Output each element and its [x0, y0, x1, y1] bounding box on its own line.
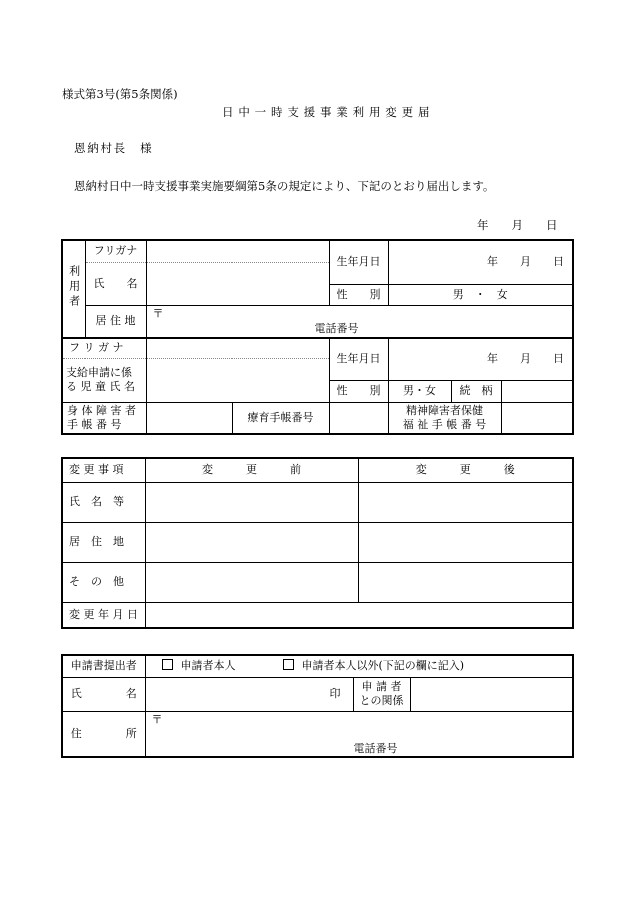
child-furigana-label: フ リ ガ ナ — [62, 338, 146, 358]
user-sex-label: 性 別 — [329, 284, 388, 305]
change-before-header: 変 更 前 — [145, 458, 358, 482]
option-self-label: 申請者本人 — [180, 659, 236, 673]
applicant-name-field[interactable] — [145, 677, 353, 711]
checkbox-self[interactable] — [162, 659, 173, 670]
user-info-table — [61, 239, 574, 435]
user-label-cell: 利用者 — [62, 240, 85, 338]
child-relation-label: 続 柄 — [451, 380, 501, 402]
relation-label: 申 請 者 との関係 — [353, 677, 410, 711]
change-other-before-field[interactable] — [145, 562, 358, 602]
applicant-phone-label: 電話番号 — [353, 741, 398, 755]
change-date-field[interactable] — [145, 602, 573, 628]
applicant-postal-mark: 〒 — [151, 712, 163, 726]
applicant-table — [61, 654, 574, 758]
ryoiku-book-field[interactable] — [329, 402, 388, 434]
user-furigana-field[interactable] — [146, 240, 329, 262]
change-date-label: 変 更 年 月 日 — [62, 602, 145, 628]
user-name-label: 氏 名 — [85, 262, 146, 305]
form-number: 様式第3号(第5条関係) — [62, 87, 178, 101]
mental-book-label: 精神障害者保健 福 祉 手 帳 番 号 — [388, 402, 501, 434]
child-birthdate-field[interactable]: 年 月 日 — [388, 338, 573, 380]
mental-book-field[interactable] — [501, 402, 573, 434]
relation-field[interactable] — [410, 677, 573, 711]
form-title: 日中一時支援事業利用変更届 — [222, 105, 435, 119]
child-name-field[interactable] — [146, 358, 329, 402]
change-name-after-field[interactable] — [358, 482, 573, 522]
change-row-name-label: 氏 名 等 — [62, 482, 145, 522]
checkbox-other[interactable] — [283, 659, 294, 670]
user-sex-options[interactable]: 男 ・ 女 — [388, 284, 573, 305]
ryoiku-book-label: 療育手帳番号 — [232, 402, 329, 434]
physical-disability-book-label: 身 体 障 害 者 手 帳 番 号 — [62, 402, 146, 434]
change-table — [61, 457, 574, 629]
user-birthdate-field[interactable]: 年 月 日 — [388, 240, 573, 284]
child-birthdate-label: 生年月日 — [329, 338, 388, 380]
addressee: 恩納村長 様 — [74, 141, 154, 155]
change-item-header: 変 更 事 項 — [62, 458, 145, 482]
seal-mark: 印 — [329, 687, 341, 701]
option-other-label: 申請者本人以外(下記の欄に記入) — [301, 659, 465, 673]
applicant-address-field[interactable] — [145, 711, 573, 757]
applicant-address-label: 住 所 — [62, 711, 145, 757]
submission-date: 年 月 日 — [477, 218, 558, 232]
applicant-name-label: 氏 名 — [62, 677, 145, 711]
user-birthdate-label: 生年月日 — [329, 240, 388, 284]
change-other-after-field[interactable] — [358, 562, 573, 602]
change-address-before-field[interactable] — [145, 522, 358, 562]
user-phone-label: 電話番号 — [314, 321, 359, 335]
user-address-field[interactable] — [146, 305, 573, 338]
submitter-label: 申請書提出者 — [62, 655, 145, 677]
change-address-after-field[interactable] — [358, 522, 573, 562]
submitter-options — [145, 655, 573, 677]
change-after-header: 変 更 後 — [358, 458, 573, 482]
physical-disability-book-field[interactable] — [146, 402, 232, 434]
user-address-label: 居 住 地 — [85, 305, 146, 338]
child-sex-options[interactable]: 男・女 — [388, 380, 451, 402]
child-furigana-field[interactable] — [146, 338, 329, 358]
child-sex-label: 性 別 — [329, 380, 388, 402]
child-name-label: 支給申請に係 る 児 童 氏 名 — [62, 358, 146, 402]
statement: 恩納村日中一時支援事業実施要綱第5条の規定により、下記のとおり届出します。 — [74, 179, 495, 193]
user-name-field[interactable] — [146, 262, 329, 305]
user-furigana-label: フリガナ — [85, 240, 146, 262]
child-relation-field[interactable] — [501, 380, 573, 402]
change-row-other-label: そ の 他 — [62, 562, 145, 602]
postal-mark: 〒 — [152, 306, 164, 320]
change-row-address-label: 居 住 地 — [62, 522, 145, 562]
change-name-before-field[interactable] — [145, 482, 358, 522]
